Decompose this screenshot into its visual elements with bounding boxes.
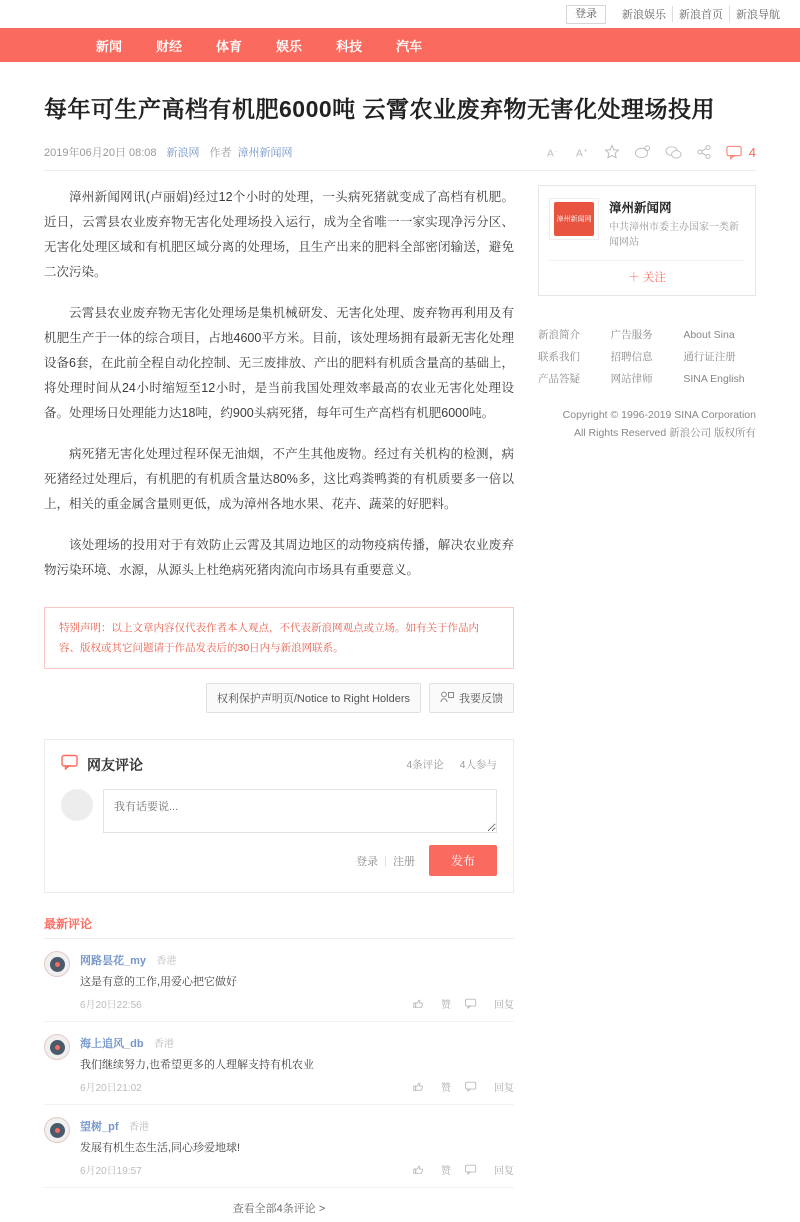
reply-button[interactable] [465,996,514,1011]
comment-time: 6月20日21:02 [80,1083,142,1094]
topbar-link-2[interactable]: 新浪导航 [729,6,786,22]
svg-text:-: - [554,148,557,154]
media-name: 漳州新闻网 [609,201,672,215]
reply-label: 回复 [494,1166,514,1177]
reply-button[interactable] [465,1162,514,1177]
media-desc: 中共漳州市委主办国家一类新闻网站 [609,222,739,248]
like-button[interactable] [413,1162,451,1177]
feedback-button[interactable] [429,683,514,713]
wechat-share-icon[interactable] [665,144,682,160]
nav-item-sports[interactable]: 体育 [216,38,243,54]
post-comment-button[interactable]: 发布 [429,845,497,876]
comment-ops [399,996,514,1011]
divider: | [384,854,387,867]
plus-icon: ＋ [628,272,640,284]
follow-button[interactable] [549,260,745,285]
reply-button[interactable] [465,1079,514,1094]
article-body [44,185,514,599]
comments-bubble-icon [61,754,79,775]
svg-text:A: A [575,147,583,159]
latest-comments-title: 最新评论 [44,915,514,939]
svg-text:A: A [546,147,554,159]
avatar [44,1117,70,1143]
site-links-row [538,346,756,368]
media-logo [549,198,599,240]
copyright [538,406,756,442]
topbar-link-0[interactable]: 新浪娱乐 [622,9,666,21]
site-links-row [538,368,756,390]
nav-item-tech[interactable]: 科技 [336,38,363,54]
weibo-share-icon[interactable] [634,144,651,160]
article-actions [44,683,514,713]
avatar [61,789,93,821]
font-size-increase-icon[interactable] [575,145,590,160]
comment-time: 6月20日19:57 [80,1166,142,1177]
sidebar [538,185,756,599]
comment-username[interactable]: 海上追风_db [80,1038,144,1050]
top-utility-bar [0,0,800,28]
site-links [538,324,756,390]
comment-ops [399,1162,514,1177]
author-link[interactable]: 漳州新闻网 [237,147,293,159]
share-icon[interactable] [696,144,712,160]
comment-icon[interactable] [726,144,743,160]
site-links-row [538,324,756,346]
comment-user-row [80,1117,514,1135]
article-columns [44,185,756,599]
site-link[interactable]: 新浪简介 [538,329,580,341]
copyright-line-1: Copyright © 1996-2019 SINA Corporation [562,409,756,421]
favorite-star-icon[interactable] [604,144,620,160]
nav-item-news[interactable]: 新闻 [96,38,123,54]
reply-label: 回复 [494,1000,514,1011]
site-link[interactable]: 广告服务 [610,329,653,341]
avatar [44,951,70,977]
like-label: 赞 [441,1083,451,1094]
latest-comments [44,915,514,1222]
author-label: 作者 [209,147,232,159]
article-paragraph: 云霄县农业废弃物无害化处理场是集机械研发、无害化处理、废弃物再利用及有机肥生产于一体的综合项目，占地4600平方米。目前，该处理场拥有最新无害化处理设备6套，在此前全程自动化控制、无三废排放、产出的肥料有机质含量高的基础上，将处理时间从24小时缩短至12小时，是当前我国处理效率最高的农业无害化处理设备。处理场日处理能力达18吨，约900头病死猪，每年可生产高档有机肥6000吨。 [44,306,514,420]
site-link[interactable]: 招聘信息 [610,351,653,363]
article-paragraph: 病死猪无害化处理过程环保无油烟，不产生其他废物。经过有关机构的检测，病死猪经过处理后，有机肥的有机质含量达80%多，这比鸡粪鸭粪的有机质要多一倍以上，相关的重金属含量则更低，成为漳州各地水果、花卉、蔬菜的好肥料。 [44,447,514,511]
like-button[interactable] [413,996,451,1011]
site-link[interactable]: 网站律师 [610,373,653,385]
avatar [44,1034,70,1060]
publish-date: 2019年06月20日 08:08 [44,147,157,159]
comment-username[interactable]: 网路昙花_my [80,955,147,967]
comments-panel [44,739,514,893]
reply-label: 回复 [494,1083,514,1094]
comment-text: 发展有机生态生活,同心珍爱地球! [80,1142,241,1154]
comment-ops [399,1079,514,1094]
comment-location: 香港 [128,1122,149,1133]
list-item [44,939,514,1022]
rights-notice-button[interactable]: 权利保护声明页/Notice to Right Holders [206,683,421,713]
comment-compose-row [61,789,497,833]
follow-label: 关注 [642,272,666,284]
topbar-link-1[interactable]: 新浪首页 [672,6,729,22]
feedback-label: 我要反馈 [459,693,503,705]
comment-login-link[interactable]: 登录 [356,855,379,868]
comments-participants-label: 4人参与 [459,759,497,771]
comment-location: 香港 [156,956,177,967]
comment-register-link[interactable]: 注册 [392,855,415,868]
site-link[interactable]: 联系我们 [538,351,580,363]
svg-text:+: + [583,147,588,154]
media-card-text [609,198,745,250]
comment-action-row [61,845,497,876]
nav-item-entertainment[interactable]: 娱乐 [276,38,303,54]
font-size-decrease-icon[interactable] [546,145,561,160]
like-label: 赞 [441,1000,451,1011]
comment-location: 香港 [154,1039,175,1050]
comment-user-row [80,951,514,969]
site-link[interactable]: 通行证注册 [683,351,736,363]
comment-user-row [80,1034,514,1052]
page-title: 每年可生产高档有机肥6000吨 云霄农业废弃物无害化处理场投用 [44,96,716,122]
site-link[interactable]: 产品答疑 [538,373,580,385]
media-card [538,185,756,296]
media-logo-text: 漳州新闻网 [554,202,594,236]
view-all-comments-link[interactable]: 查看全部4条评论 > [232,1203,326,1215]
article-paragraph: 漳州新闻网讯(卢丽娟)经过12个小时的处理，一头病死猪就变成了高档有机肥。近日，云霄县农业废弃物无害化处理场投入运行，成为全省唯一一家实现净污分区、无害化处理区域和有机肥区域分离的处理场，且生产出来的肥料全部密闭输送，避免二次污染。 [44,190,514,279]
main-nav [0,28,800,62]
like-label: 赞 [441,1166,451,1177]
comments-header [61,754,497,775]
comments-count-label: 4条评论 [406,759,444,771]
nav-item-auto[interactable]: 汽车 [396,38,423,54]
site-link[interactable]: SINA English [683,373,745,385]
comments-title: 网友评论 [87,756,143,773]
feedback-icon [440,691,454,706]
list-item [44,1105,514,1188]
comment-time: 6月20日22:56 [80,1000,142,1011]
like-button[interactable] [413,1079,451,1094]
comment-text: 这是有意的工作,用爱心把它做好 [80,976,238,988]
comment-text: 我们继续努力,也希望更多的人理解支持有机农业 [80,1059,315,1071]
source-link[interactable]: 新浪网 [166,147,200,159]
comment-input[interactable] [103,789,497,833]
nav-item-finance[interactable]: 财经 [156,38,183,54]
media-card-row [549,198,745,250]
comment-username[interactable]: 望树_pf [80,1121,119,1133]
comment-count[interactable]: 4 [748,144,756,160]
list-item [44,1022,514,1105]
copyright-line-2: All Rights Reserved 新浪公司 版权所有 [573,427,756,439]
site-link[interactable]: About Sina [683,329,735,341]
login-button[interactable]: 登录 [566,5,606,24]
article-paragraph: 该处理场的投用对于有效防止云霄及其周边地区的动物疫病传播，解决农业废弃物污染环境、水源，从源头上杜绝病死猪肉流向市场具有重要意义。 [44,538,514,577]
disclaimer-box: 特别声明：以上文章内容仅代表作者本人观点，不代表新浪网观点或立场。如有关于作品内容、版权或其它问题请于作品发表后的30日内与新浪网联系。 [44,607,514,669]
article-meta [44,144,756,171]
